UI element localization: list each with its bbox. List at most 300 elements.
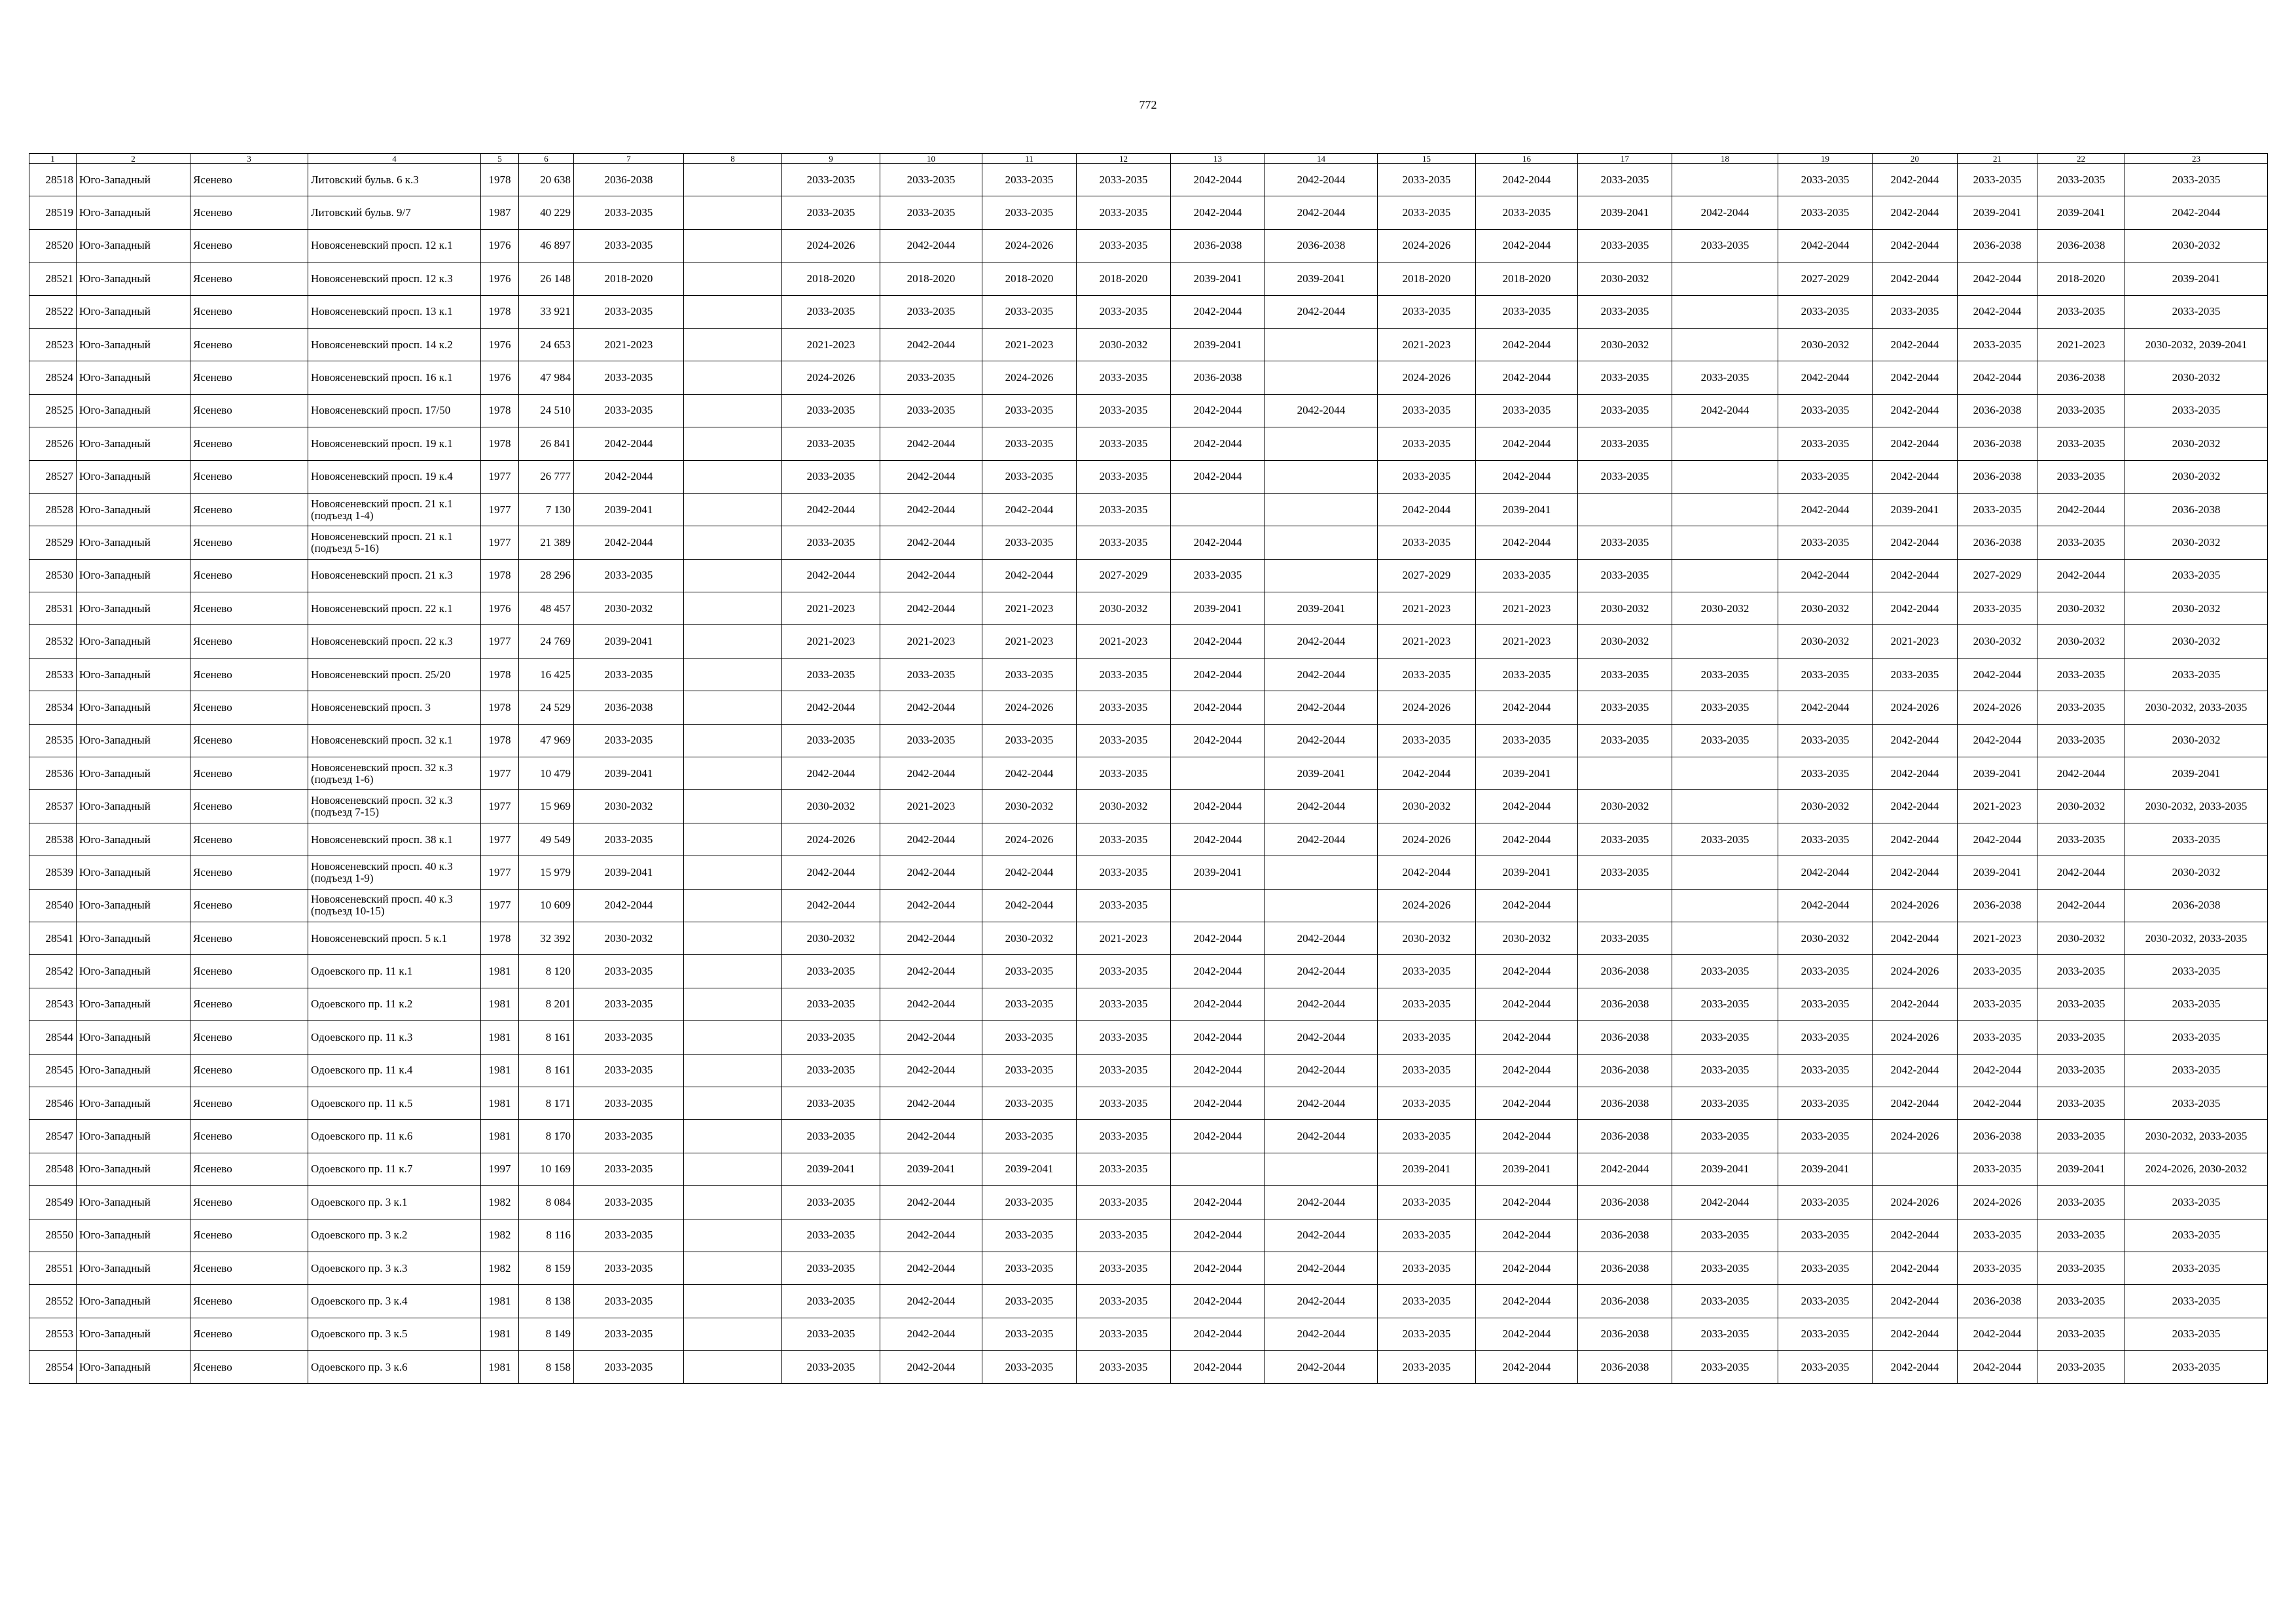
cell-col-8	[684, 1054, 782, 1087]
cell-col-15: 2033-2035	[1378, 955, 1476, 988]
table-row	[29, 625, 2268, 658]
cell-col-20: 2042-2044	[1873, 724, 1958, 757]
cell-col-21: 2033-2035	[1958, 328, 2037, 361]
cell-col-6: 32 392	[519, 922, 574, 954]
cell-col-2: Юго-Западный	[77, 1021, 190, 1054]
cell-col-9: 2033-2035	[782, 295, 880, 328]
table-row	[29, 229, 2268, 262]
cell-col-11: 2033-2035	[982, 427, 1077, 460]
cell-col-12: 2021-2023	[1077, 922, 1171, 954]
cell-col-11: 2030-2032	[982, 790, 1077, 823]
cell-col-12: 2033-2035	[1077, 1219, 1171, 1252]
cell-col-1: 28550	[29, 1219, 77, 1252]
cell-col-1: 28540	[29, 889, 77, 922]
column-number-20: 20	[1873, 154, 1958, 164]
cell-col-15: 2042-2044	[1378, 856, 1476, 889]
cell-col-16: 2042-2044	[1476, 164, 1578, 196]
cell-col-4: Новоясеневский просп. 21 к.1 (подъезд 5-16)	[308, 526, 481, 559]
cell-col-18: 2033-2035	[1672, 1087, 1778, 1119]
cell-col-9: 2033-2035	[782, 1120, 880, 1153]
cell-col-19: 2042-2044	[1778, 889, 1873, 922]
cell-col-18: 2030-2032	[1672, 592, 1778, 625]
cell-col-22: 2033-2035	[2037, 1219, 2125, 1252]
cell-col-3: Ясенево	[190, 724, 308, 757]
cell-col-16: 2042-2044	[1476, 1021, 1578, 1054]
cell-col-3: Ясенево	[190, 229, 308, 262]
cell-col-16: 2033-2035	[1476, 559, 1578, 592]
cell-col-1: 28539	[29, 856, 77, 889]
cell-col-19: 2042-2044	[1778, 361, 1873, 394]
cell-col-1: 28542	[29, 955, 77, 988]
cell-col-17: 2033-2035	[1578, 691, 1672, 724]
cell-col-22: 2036-2038	[2037, 229, 2125, 262]
cell-col-15: 2033-2035	[1378, 1285, 1476, 1318]
cell-col-15: 2024-2026	[1378, 889, 1476, 922]
cell-col-4: Новоясеневский просп. 14 к.2	[308, 328, 481, 361]
cell-col-14: 2042-2044	[1265, 955, 1378, 988]
cell-col-10: 2039-2041	[880, 1153, 982, 1185]
cell-col-15: 2030-2032	[1378, 790, 1476, 823]
cell-col-5: 1981	[481, 955, 519, 988]
cell-col-20: 2042-2044	[1873, 196, 1958, 229]
table-row	[29, 394, 2268, 427]
cell-col-22: 2033-2035	[2037, 988, 2125, 1020]
cell-col-4: Новоясеневский просп. 19 к.1	[308, 427, 481, 460]
cell-col-10: 2042-2044	[880, 493, 982, 526]
cell-col-20: 2042-2044	[1873, 526, 1958, 559]
cell-col-6: 20 638	[519, 164, 574, 196]
cell-col-10: 2042-2044	[880, 1054, 982, 1087]
cell-col-4: Новоясеневский просп. 21 к.1 (подъезд 1-4)	[308, 493, 481, 526]
cell-col-16: 2021-2023	[1476, 592, 1578, 625]
cell-col-10: 2042-2044	[880, 1351, 982, 1384]
cell-col-15: 2021-2023	[1378, 592, 1476, 625]
cell-col-2: Юго-Западный	[77, 394, 190, 427]
cell-col-8	[684, 1087, 782, 1119]
table-row	[29, 196, 2268, 229]
cell-col-22: 2033-2035	[2037, 955, 2125, 988]
cell-col-18	[1672, 460, 1778, 493]
cell-col-3: Ясенево	[190, 856, 308, 889]
cell-col-23: 2036-2038	[2125, 493, 2268, 526]
cell-col-4: Одоевского пр. 11 к.2	[308, 988, 481, 1020]
cell-col-12: 2033-2035	[1077, 955, 1171, 988]
column-number-17: 17	[1578, 154, 1672, 164]
cell-col-13: 2042-2044	[1171, 658, 1265, 691]
cell-col-16: 2042-2044	[1476, 691, 1578, 724]
cell-col-3: Ясенево	[190, 526, 308, 559]
cell-col-17	[1578, 889, 1672, 922]
cell-col-22: 2021-2023	[2037, 328, 2125, 361]
column-number-4: 4	[308, 154, 481, 164]
cell-col-16: 2042-2044	[1476, 889, 1578, 922]
cell-col-14	[1265, 460, 1378, 493]
cell-col-20: 2042-2044	[1873, 790, 1958, 823]
cell-col-6: 8 149	[519, 1318, 574, 1350]
cell-col-20: 2042-2044	[1873, 1285, 1958, 1318]
cell-col-8	[684, 460, 782, 493]
cell-col-6: 8 158	[519, 1351, 574, 1384]
cell-col-3: Ясенево	[190, 1054, 308, 1087]
cell-col-17: 2036-2038	[1578, 1186, 1672, 1219]
cell-col-6: 15 969	[519, 790, 574, 823]
cell-col-18	[1672, 295, 1778, 328]
cell-col-20: 2042-2044	[1873, 856, 1958, 889]
cell-col-20: 2042-2044	[1873, 592, 1958, 625]
cell-col-16: 2042-2044	[1476, 790, 1578, 823]
cell-col-20: 2042-2044	[1873, 1252, 1958, 1284]
table-row	[29, 1252, 2268, 1284]
cell-col-2: Юго-Западный	[77, 1186, 190, 1219]
cell-col-8	[684, 493, 782, 526]
cell-col-21: 2042-2044	[1958, 724, 2037, 757]
cell-col-14: 2042-2044	[1265, 295, 1378, 328]
cell-col-6: 8 201	[519, 988, 574, 1020]
cell-col-13: 2036-2038	[1171, 229, 1265, 262]
cell-col-11: 2021-2023	[982, 592, 1077, 625]
cell-col-17: 2033-2035	[1578, 394, 1672, 427]
cell-col-11: 2033-2035	[982, 1252, 1077, 1284]
cell-col-3: Ясенево	[190, 757, 308, 790]
cell-col-10: 2042-2044	[880, 1252, 982, 1284]
cell-col-18: 2033-2035	[1672, 1285, 1778, 1318]
cell-col-14: 2042-2044	[1265, 658, 1378, 691]
cell-col-21: 2042-2044	[1958, 823, 2037, 856]
cell-col-12: 2033-2035	[1077, 889, 1171, 922]
cell-col-15: 2033-2035	[1378, 1219, 1476, 1252]
cell-col-11: 2033-2035	[982, 1120, 1077, 1153]
cell-col-8	[684, 361, 782, 394]
cell-col-16: 2042-2044	[1476, 460, 1578, 493]
table-row	[29, 1351, 2268, 1384]
cell-col-4: Одоевского пр. 11 к.1	[308, 955, 481, 988]
table-row	[29, 295, 2268, 328]
cell-col-14: 2042-2044	[1265, 1285, 1378, 1318]
cell-col-11: 2033-2035	[982, 658, 1077, 691]
cell-col-23: 2030-2032, 2033-2035	[2125, 1120, 2268, 1153]
cell-col-14: 2042-2044	[1265, 196, 1378, 229]
cell-col-14: 2039-2041	[1265, 592, 1378, 625]
cell-col-4: Новоясеневский просп. 32 к.1	[308, 724, 481, 757]
cell-col-10: 2042-2044	[880, 1285, 982, 1318]
cell-col-3: Ясенево	[190, 394, 308, 427]
cell-col-9: 2042-2044	[782, 757, 880, 790]
cell-col-17: 2036-2038	[1578, 1351, 1672, 1384]
cell-col-9: 2024-2026	[782, 229, 880, 262]
cell-col-9: 2024-2026	[782, 823, 880, 856]
cell-col-16: 2033-2035	[1476, 394, 1578, 427]
cell-col-6: 8 161	[519, 1021, 574, 1054]
cell-col-21: 2033-2035	[1958, 164, 2037, 196]
cell-col-15: 2033-2035	[1378, 1120, 1476, 1153]
cell-col-2: Юго-Западный	[77, 955, 190, 988]
cell-col-9: 2033-2035	[782, 394, 880, 427]
cell-col-8	[684, 1021, 782, 1054]
cell-col-22: 2033-2035	[2037, 1186, 2125, 1219]
cell-col-14: 2042-2044	[1265, 1120, 1378, 1153]
cell-col-2: Юго-Западный	[77, 328, 190, 361]
cell-col-23: 2033-2035	[2125, 658, 2268, 691]
cell-col-3: Ясенево	[190, 592, 308, 625]
cell-col-17: 2036-2038	[1578, 1054, 1672, 1087]
cell-col-11: 2033-2035	[982, 164, 1077, 196]
cell-col-22: 2033-2035	[2037, 1285, 2125, 1318]
cell-col-13: 2042-2044	[1171, 1087, 1265, 1119]
cell-col-22: 2042-2044	[2037, 757, 2125, 790]
cell-col-1: 28524	[29, 361, 77, 394]
cell-col-18: 2033-2035	[1672, 823, 1778, 856]
cell-col-3: Ясенево	[190, 196, 308, 229]
cell-col-9: 2033-2035	[782, 1351, 880, 1384]
cell-col-17: 2036-2038	[1578, 1252, 1672, 1284]
cell-col-14	[1265, 559, 1378, 592]
cell-col-4: Новоясеневский просп. 12 к.3	[308, 262, 481, 295]
cell-col-8	[684, 658, 782, 691]
cell-col-9: 2039-2041	[782, 1153, 880, 1185]
cell-col-3: Ясенево	[190, 164, 308, 196]
column-number-row	[29, 154, 2268, 164]
cell-col-10: 2042-2044	[880, 1087, 982, 1119]
cell-col-6: 8 161	[519, 1054, 574, 1087]
cell-col-22: 2030-2032	[2037, 625, 2125, 658]
cell-col-12: 2033-2035	[1077, 691, 1171, 724]
cell-col-18	[1672, 856, 1778, 889]
cell-col-12: 2033-2035	[1077, 493, 1171, 526]
column-number-12: 12	[1077, 154, 1171, 164]
cell-col-19: 2033-2035	[1778, 394, 1873, 427]
cell-col-16: 2042-2044	[1476, 955, 1578, 988]
cell-col-19: 2033-2035	[1778, 1186, 1873, 1219]
column-number-18: 18	[1672, 154, 1778, 164]
cell-col-19: 2030-2032	[1778, 328, 1873, 361]
cell-col-21: 2036-2038	[1958, 889, 2037, 922]
cell-col-1: 28551	[29, 1252, 77, 1284]
cell-col-1: 28522	[29, 295, 77, 328]
cell-col-18: 2033-2035	[1672, 1054, 1778, 1087]
cell-col-23: 2033-2035	[2125, 1285, 2268, 1318]
cell-col-19: 2042-2044	[1778, 493, 1873, 526]
cell-col-20: 2042-2044	[1873, 988, 1958, 1020]
cell-col-19: 2033-2035	[1778, 823, 1873, 856]
cell-col-8	[684, 823, 782, 856]
cell-col-12: 2033-2035	[1077, 1318, 1171, 1350]
cell-col-4: Новоясеневский просп. 32 к.3 (подъезд 7-15)	[308, 790, 481, 823]
cell-col-18: 2033-2035	[1672, 1219, 1778, 1252]
cell-col-14: 2042-2044	[1265, 988, 1378, 1020]
cell-col-6: 7 130	[519, 493, 574, 526]
cell-col-13: 2039-2041	[1171, 262, 1265, 295]
cell-col-17: 2033-2035	[1578, 559, 1672, 592]
cell-col-16: 2039-2041	[1476, 856, 1578, 889]
cell-col-5: 1997	[481, 1153, 519, 1185]
cell-col-18	[1672, 427, 1778, 460]
cell-col-6: 24 769	[519, 625, 574, 658]
cell-col-22: 2033-2035	[2037, 460, 2125, 493]
cell-col-18	[1672, 262, 1778, 295]
cell-col-20: 2042-2044	[1873, 1219, 1958, 1252]
cell-col-20: 2042-2044	[1873, 1087, 1958, 1119]
cell-col-23: 2030-2032	[2125, 229, 2268, 262]
cell-col-2: Юго-Западный	[77, 658, 190, 691]
cell-col-10: 2021-2023	[880, 790, 982, 823]
cell-col-6: 24 510	[519, 394, 574, 427]
cell-col-13: 2042-2044	[1171, 295, 1265, 328]
cell-col-5: 1982	[481, 1186, 519, 1219]
cell-col-16: 2042-2044	[1476, 1252, 1578, 1284]
cell-col-22: 2030-2032	[2037, 922, 2125, 954]
cell-col-2: Юго-Западный	[77, 889, 190, 922]
cell-col-12: 2033-2035	[1077, 658, 1171, 691]
cell-col-22: 2042-2044	[2037, 856, 2125, 889]
cell-col-16: 2042-2044	[1476, 526, 1578, 559]
cell-col-10: 2033-2035	[880, 295, 982, 328]
cell-col-11: 2042-2044	[982, 889, 1077, 922]
cell-col-5: 1982	[481, 1252, 519, 1284]
cell-col-2: Юго-Западный	[77, 823, 190, 856]
cell-col-23: 2033-2035	[2125, 164, 2268, 196]
cell-col-5: 1981	[481, 1021, 519, 1054]
cell-col-21: 2036-2038	[1958, 1120, 2037, 1153]
cell-col-19: 2033-2035	[1778, 1021, 1873, 1054]
cell-col-22: 2018-2020	[2037, 262, 2125, 295]
cell-col-6: 8 116	[519, 1219, 574, 1252]
cell-col-10: 2042-2044	[880, 427, 982, 460]
cell-col-3: Ясенево	[190, 1318, 308, 1350]
cell-col-15: 2033-2035	[1378, 724, 1476, 757]
cell-col-7: 2030-2032	[574, 790, 684, 823]
cell-col-4: Новоясеневский просп. 16 к.1	[308, 361, 481, 394]
cell-col-19: 2033-2035	[1778, 196, 1873, 229]
cell-col-8	[684, 196, 782, 229]
cell-col-12: 2033-2035	[1077, 1186, 1171, 1219]
cell-col-15: 2033-2035	[1378, 460, 1476, 493]
cell-col-1: 28520	[29, 229, 77, 262]
cell-col-18: 2033-2035	[1672, 229, 1778, 262]
cell-col-8	[684, 790, 782, 823]
cell-col-15: 2033-2035	[1378, 1054, 1476, 1087]
cell-col-17: 2033-2035	[1578, 460, 1672, 493]
cell-col-1: 28531	[29, 592, 77, 625]
cell-col-13	[1171, 493, 1265, 526]
cell-col-7: 2033-2035	[574, 988, 684, 1020]
cell-col-3: Ясенево	[190, 889, 308, 922]
cell-col-4: Новоясеневский просп. 3	[308, 691, 481, 724]
cell-col-7: 2033-2035	[574, 1021, 684, 1054]
cell-col-6: 8 120	[519, 955, 574, 988]
cell-col-5: 1976	[481, 328, 519, 361]
cell-col-16: 2039-2041	[1476, 493, 1578, 526]
cell-col-15: 2033-2035	[1378, 988, 1476, 1020]
cell-col-21: 2033-2035	[1958, 1219, 2037, 1252]
cell-col-21: 2042-2044	[1958, 361, 2037, 394]
cell-col-14	[1265, 526, 1378, 559]
table-row	[29, 164, 2268, 196]
cell-col-11: 2042-2044	[982, 493, 1077, 526]
cell-col-8	[684, 427, 782, 460]
cell-col-1: 28519	[29, 196, 77, 229]
cell-col-12: 2033-2035	[1077, 394, 1171, 427]
cell-col-2: Юго-Западный	[77, 724, 190, 757]
cell-col-5: 1981	[481, 1054, 519, 1087]
cell-col-1: 28535	[29, 724, 77, 757]
cell-col-10: 2042-2044	[880, 1219, 982, 1252]
cell-col-4: Одоевского пр. 11 к.3	[308, 1021, 481, 1054]
cell-col-21: 2039-2041	[1958, 196, 2037, 229]
table-row	[29, 988, 2268, 1020]
cell-col-10: 2042-2044	[880, 229, 982, 262]
cell-col-9: 2042-2044	[782, 493, 880, 526]
cell-col-2: Юго-Западный	[77, 229, 190, 262]
column-number-2: 2	[77, 154, 190, 164]
cell-col-15: 2018-2020	[1378, 262, 1476, 295]
cell-col-11: 2021-2023	[982, 328, 1077, 361]
cell-col-1: 28536	[29, 757, 77, 790]
cell-col-14: 2042-2044	[1265, 1318, 1378, 1350]
cell-col-15: 2024-2026	[1378, 823, 1476, 856]
cell-col-17: 2036-2038	[1578, 1285, 1672, 1318]
cell-col-3: Ясенево	[190, 361, 308, 394]
cell-col-11: 2024-2026	[982, 361, 1077, 394]
column-number-21: 21	[1958, 154, 2037, 164]
cell-col-7: 2036-2038	[574, 691, 684, 724]
cell-col-4: Новоясеневский просп. 32 к.3 (подъезд 1-6)	[308, 757, 481, 790]
cell-col-20: 2042-2044	[1873, 1318, 1958, 1350]
cell-col-16: 2042-2044	[1476, 328, 1578, 361]
cell-col-10: 2042-2044	[880, 1120, 982, 1153]
cell-col-4: Новоясеневский просп. 21 к.3	[308, 559, 481, 592]
cell-col-14: 2042-2044	[1265, 394, 1378, 427]
cell-col-9: 2042-2044	[782, 559, 880, 592]
cell-col-22: 2033-2035	[2037, 691, 2125, 724]
cell-col-22: 2036-2038	[2037, 361, 2125, 394]
cell-col-3: Ясенево	[190, 1186, 308, 1219]
cell-col-15: 2033-2035	[1378, 1087, 1476, 1119]
cell-col-14: 2042-2044	[1265, 823, 1378, 856]
cell-col-22: 2042-2044	[2037, 559, 2125, 592]
cell-col-12: 2033-2035	[1077, 361, 1171, 394]
cell-col-6: 8 171	[519, 1087, 574, 1119]
cell-col-19: 2033-2035	[1778, 955, 1873, 988]
cell-col-19: 2033-2035	[1778, 988, 1873, 1020]
column-number-9: 9	[782, 154, 880, 164]
cell-col-1: 28544	[29, 1021, 77, 1054]
cell-col-9: 2033-2035	[782, 1186, 880, 1219]
cell-col-20: 2024-2026	[1873, 1021, 1958, 1054]
cell-col-9: 2024-2026	[782, 361, 880, 394]
cell-col-16: 2042-2044	[1476, 361, 1578, 394]
cell-col-21: 2042-2044	[1958, 262, 2037, 295]
cell-col-4: Одоевского пр. 3 к.5	[308, 1318, 481, 1350]
cell-col-8	[684, 1120, 782, 1153]
cell-col-20: 2024-2026	[1873, 889, 1958, 922]
cell-col-22: 2033-2035	[2037, 1252, 2125, 1284]
cell-col-18	[1672, 526, 1778, 559]
cell-col-1: 28533	[29, 658, 77, 691]
cell-col-2: Юго-Западный	[77, 1318, 190, 1350]
cell-col-4: Новоясеневский просп. 17/50	[308, 394, 481, 427]
cell-col-13: 2042-2044	[1171, 1054, 1265, 1087]
table-row	[29, 328, 2268, 361]
cell-col-7: 2033-2035	[574, 1252, 684, 1284]
cell-col-21: 2033-2035	[1958, 592, 2037, 625]
cell-col-1: 28532	[29, 625, 77, 658]
cell-col-17: 2036-2038	[1578, 955, 1672, 988]
cell-col-9: 2033-2035	[782, 164, 880, 196]
cell-col-4: Одоевского пр. 3 к.4	[308, 1285, 481, 1318]
cell-col-19: 2033-2035	[1778, 1318, 1873, 1350]
cell-col-12: 2033-2035	[1077, 1120, 1171, 1153]
cell-col-23: 2039-2041	[2125, 262, 2268, 295]
